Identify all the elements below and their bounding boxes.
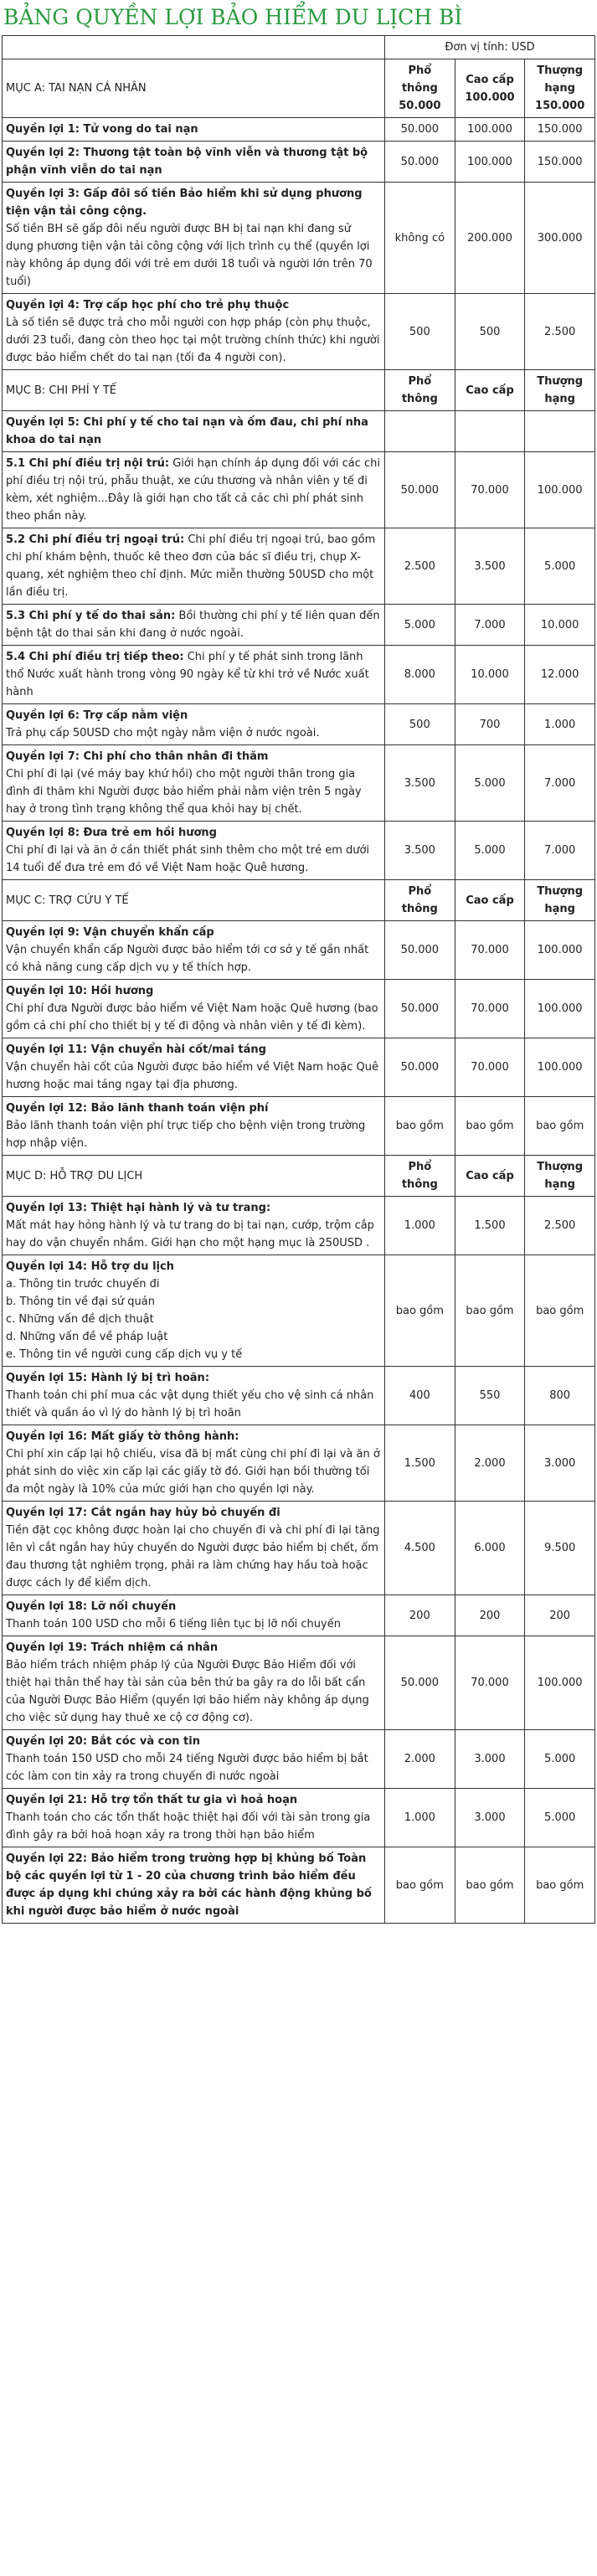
benefit-title: Quyền lợi 16: Mất giấy tờ thông hành:	[6, 1430, 239, 1443]
benefit-value: 5.000	[385, 605, 455, 646]
benefit-detail: Bảo lãnh thanh toán viện phí trực tiếp cho bệnh viện trong trường hợp nhập viện.	[6, 1120, 366, 1150]
benefit-description	[3, 183, 385, 294]
benefit-value: 50.000	[385, 452, 455, 528]
benefit-title: Quyền lợi 12: Bảo lãnh thanh toán viện phí	[6, 1102, 269, 1115]
benefit-value	[385, 411, 455, 452]
table-row	[3, 646, 595, 704]
plan-header: Thượng hạng 150.000	[525, 59, 595, 118]
benefit-value: 50.000	[385, 1038, 455, 1097]
benefit-description	[3, 528, 385, 605]
benefit-title: 5.3 Chi phí y tế do thai sản:	[6, 610, 176, 622]
benefit-title: Quyền lợi 14: Hỗ trợ du lịch	[6, 1260, 174, 1273]
benefit-value: không có	[385, 183, 455, 294]
benefit-value: 10.000	[455, 646, 525, 704]
unit-label: Đơn vị tính: USD	[385, 36, 595, 59]
table-row	[3, 411, 595, 452]
benefit-value: 700	[455, 704, 525, 745]
benefit-value: 50.000	[385, 980, 455, 1038]
benefit-title: Quyền lợi 13: Thiệt hại hành lý và tư trang:	[6, 1202, 271, 1214]
benefit-value: 1.500	[455, 1197, 525, 1255]
benefit-value: 70.000	[455, 921, 525, 980]
benefit-detail: Thanh toán 100 USD cho mỗi 6 tiếng liên tục bị lỡ nối chuyến	[6, 1618, 341, 1631]
benefit-detail: Chi phí xin cấp lại hộ chiếu, visa đã bị mất cùng chi phí đi lại và ăn ở phát sinh do việc xin cấp lại các giấy tờ đó. Giới hạn bồi thường tối đa một ngày là 10% của mức giới hạn cho quyền lợi này.	[6, 1448, 380, 1496]
benefit-detail: Vận chuyển khẩn cấp Người được bảo hiểm tới cơ sở y tế gần nhất có khả năng cung cấp dịch vụ y tế thích hợp.	[6, 944, 369, 974]
benefit-value: bao gồm	[525, 1097, 595, 1156]
benefit-description	[3, 1502, 385, 1595]
benefit-title: Quyền lợi 4: Trợ cấp học phí cho trẻ phụ thuộc	[6, 299, 290, 312]
benefit-detail: Chi phí đưa Người được bảo hiểm về Việt Nam hoặc Quê hương (bao gồm cả chi phí cho thiết bị y tế đi động và nhân viên y tế đi kèm).	[6, 1002, 378, 1033]
benefit-value: 10.000	[525, 605, 595, 646]
benefit-value: 2.000	[455, 1425, 525, 1502]
benefit-detail: Là số tiền sẽ được trả cho mỗi người con hợp pháp (còn phụ thuộc, dưới 23 tuổi, đang còn theo học tại một trường chính thức) khi người được bảo hiểm chết do tai nạn (tối đa 4 người con).	[6, 317, 380, 364]
benefit-description	[3, 1789, 385, 1847]
benefit-title: Quyền lợi 5: Chi phí y tế cho tai nạn và ốm đau, chi phí nha khoa do tai nạn	[6, 416, 368, 446]
benefit-title: Quyền lợi 10: Hồi hương	[6, 985, 154, 997]
benefit-value: 100.000	[455, 118, 525, 142]
table-row	[3, 1730, 595, 1789]
benefit-detail: Mất mát hay hỏng hành lý và tư trang do bị tai nạn, cướp, trộm cắp hay do vận chuyển nhầm. Giới hạn cho một hạng mục là 250USD .	[6, 1219, 374, 1249]
table-row	[3, 452, 595, 528]
section-name: MỤC A: TAI NẠN CÁ NHÂN	[3, 59, 385, 118]
benefit-line: e. Thông tin về người cung cấp dịch vụ y tế	[6, 1348, 243, 1361]
benefit-value: 5.000	[455, 822, 525, 880]
benefit-value: 5.000	[455, 745, 525, 822]
benefit-title: 5.4 Chi phí điều trị tiếp theo:	[6, 651, 184, 663]
table-row	[3, 1636, 595, 1730]
table-row	[3, 605, 595, 646]
plan-header: Cao cấp 100.000	[455, 59, 525, 118]
benefit-value: 2.500	[385, 528, 455, 605]
benefit-value	[455, 411, 525, 452]
benefit-value: bao gồm	[455, 1097, 525, 1156]
benefit-detail: Chi phí y tế phát sinh trong lãnh thổ Nước xuất hành trong vòng 90 ngày kể từ khi trở về Nước xuất hành	[6, 651, 369, 698]
benefit-line: c. Những vấn đề dịch thuật	[6, 1313, 154, 1326]
benefit-description	[3, 646, 385, 704]
benefit-value: 7.000	[525, 822, 595, 880]
benefit-value: 100.000	[525, 980, 595, 1038]
benefit-description	[3, 1197, 385, 1255]
plan-header: Phổ thông	[385, 1156, 455, 1197]
benefit-value: 500	[455, 294, 525, 370]
plan-header: Thượng hạng	[525, 1156, 595, 1197]
table-row	[3, 118, 595, 142]
plan-header: Phổ thông	[385, 880, 455, 921]
benefit-description	[3, 1367, 385, 1425]
benefit-title: Quyền lợi 3: Gấp đôi số tiền Bảo hiểm khi sử dụng phương tiện vận tải công cộng.	[6, 188, 363, 218]
benefit-value: 5.000	[525, 1730, 595, 1789]
benefit-title: Quyền lợi 17: Cắt ngắn hay hủy bỏ chuyến đi	[6, 1507, 280, 1519]
benefit-value: 3.000	[455, 1789, 525, 1847]
table-row	[3, 1255, 595, 1367]
benefit-title: Quyền lợi 8: Đưa trẻ em hồi hương	[6, 827, 217, 839]
benefits-table	[2, 35, 595, 1924]
plan-header: Cao cấp	[455, 370, 525, 411]
benefit-value: 300.000	[525, 183, 595, 294]
benefit-description	[3, 118, 385, 142]
benefit-value: 800	[525, 1367, 595, 1425]
benefit-value: 12.000	[525, 646, 595, 704]
benefit-line: a. Thông tin trước chuyến đi	[6, 1278, 160, 1291]
benefit-value: 100.000	[525, 1038, 595, 1097]
benefit-value: bao gồm	[455, 1255, 525, 1367]
table-row	[3, 1847, 595, 1924]
table-row	[3, 1367, 595, 1425]
table-row	[3, 142, 595, 183]
benefit-value: 70.000	[455, 980, 525, 1038]
benefit-value: 150.000	[525, 142, 595, 183]
benefit-title: Quyền lợi 15: Hành lý bị trì hoãn:	[6, 1372, 210, 1384]
benefit-title: Quyền lợi 21: Hỗ trợ tổn thất tư gia vì hoả hoạn	[6, 1794, 298, 1806]
benefit-value: 200	[525, 1595, 595, 1636]
table-row	[3, 745, 595, 822]
benefit-value: bao gồm	[385, 1847, 455, 1924]
benefit-description	[3, 294, 385, 370]
benefit-title: Quyền lợi 6: Trợ cấp nằm viện	[6, 709, 188, 722]
benefit-title: Quyền lợi 1: Tử vong do tai nạn	[6, 123, 198, 136]
benefit-line: d. Những vấn đề về pháp luật	[6, 1331, 168, 1343]
benefit-value: 3.000	[455, 1730, 525, 1789]
page-title: BẢNG QUYỀN LỢI BẢO HIỂM DU LỊCH BÌ	[3, 5, 463, 29]
benefit-value: 200.000	[455, 183, 525, 294]
benefit-value: 70.000	[455, 1038, 525, 1097]
plan-header: Thượng hạng	[525, 880, 595, 921]
benefit-description	[3, 1847, 385, 1924]
benefit-value: 8.000	[385, 646, 455, 704]
benefit-description	[3, 1730, 385, 1789]
benefit-title: 5.2 Chi phí điều trị ngoại trú:	[6, 533, 185, 546]
benefit-detail: Vận chuyển hài cốt của Người được bảo hiểm về Việt Nam hoặc Quê hương hoặc mai táng ngay tại địa phương.	[6, 1061, 378, 1091]
benefit-description	[3, 1097, 385, 1156]
benefit-description	[3, 605, 385, 646]
benefit-description	[3, 452, 385, 528]
benefit-value: 1.000	[525, 704, 595, 745]
section-name: MỤC B: CHI PHÍ Y TẾ	[3, 370, 385, 411]
benefit-value: 2.000	[385, 1730, 455, 1789]
plan-header: Thượng hạng	[525, 370, 595, 411]
benefit-value: 7.000	[455, 605, 525, 646]
table-row	[3, 822, 595, 880]
benefit-description	[3, 411, 385, 452]
benefit-detail: Trả phụ cấp 50USD cho một ngày nằm viện ở nước ngoài.	[6, 727, 320, 739]
benefit-detail: Bảo hiểm trách nhiệm pháp lý của Người Được Bảo Hiểm đối với thiệt hại thân thể hay tài sản của bên thứ ba gây ra do lỗi bất cẩn của Người Được Bảo Hiểm (quyền lợi bảo hiểm này không áp dụng cho việc sử dụng hay thuê xe cộ cơ động cơ).	[6, 1659, 369, 1724]
benefit-title: Quyền lợi 7: Chi phí cho thân nhân đi thăm	[6, 750, 269, 763]
benefit-description	[3, 921, 385, 980]
benefit-value: 1.000	[385, 1197, 455, 1255]
section-header-row	[3, 1156, 595, 1197]
benefit-value: 3.000	[525, 1425, 595, 1502]
benefit-value: 50.000	[385, 118, 455, 142]
table-row	[3, 704, 595, 745]
benefit-value: 6.000	[455, 1502, 525, 1595]
benefit-value: 100.000	[525, 452, 595, 528]
plan-header: Phổ thông	[385, 370, 455, 411]
section-name: MỤC D: HỖ TRỢ DU LỊCH	[3, 1156, 385, 1197]
benefit-value: 200	[455, 1595, 525, 1636]
section-header-row	[3, 370, 595, 411]
unit-row	[3, 36, 595, 59]
benefit-description	[3, 1595, 385, 1636]
table-row	[3, 1595, 595, 1636]
benefit-description	[3, 822, 385, 880]
table-row	[3, 183, 595, 294]
benefit-value: 70.000	[455, 1636, 525, 1730]
benefit-value: bao gồm	[385, 1097, 455, 1156]
benefit-title: 5.1 Chi phí điều trị nội trú:	[6, 457, 170, 470]
benefit-title: Quyền lợi 2: Thương tật toàn bộ vĩnh viễn và thương tật bộ phận vĩnh viễn do tai nạn	[6, 147, 368, 177]
benefit-value: 500	[385, 294, 455, 370]
benefit-value: 2.500	[525, 294, 595, 370]
plan-header: Cao cấp	[455, 1156, 525, 1197]
benefit-description	[3, 142, 385, 183]
benefit-value: 550	[455, 1367, 525, 1425]
benefit-description	[3, 1255, 385, 1367]
benefit-value: 100.000	[525, 921, 595, 980]
benefit-value: 200	[385, 1595, 455, 1636]
benefit-description	[3, 1038, 385, 1097]
benefit-description	[3, 980, 385, 1038]
benefit-value: bao gồm	[455, 1847, 525, 1924]
benefit-value: 4.500	[385, 1502, 455, 1595]
table-row	[3, 1038, 595, 1097]
table-row	[3, 1789, 595, 1847]
benefit-value: 3.500	[385, 745, 455, 822]
benefit-value: 1.000	[385, 1789, 455, 1847]
plan-header: Cao cấp	[455, 880, 525, 921]
benefit-title: Quyền lợi 9: Vận chuyển khẩn cấp	[6, 926, 214, 939]
benefit-value: 3.500	[385, 822, 455, 880]
benefit-value: 5.000	[525, 1789, 595, 1847]
benefit-value: bao gồm	[525, 1255, 595, 1367]
benefit-value: 100.000	[525, 1636, 595, 1730]
table-row	[3, 921, 595, 980]
table-row	[3, 1197, 595, 1255]
benefit-detail: Thanh toán chi phí mua các vật dụng thiết yếu cho vệ sinh cá nhân thiết và quần áo vì lý do hành lý bị trì hoãn	[6, 1389, 374, 1419]
table-row	[3, 528, 595, 605]
section-header-row	[3, 59, 595, 118]
benefit-value: 9.500	[525, 1502, 595, 1595]
benefit-value: 5.000	[525, 528, 595, 605]
benefit-value: 7.000	[525, 745, 595, 822]
table-row	[3, 1502, 595, 1595]
benefit-value: 70.000	[455, 452, 525, 528]
benefit-value: 1.500	[385, 1425, 455, 1502]
benefit-detail: Chi phí đi lại (vé máy bay khứ hồi) cho một người thân trong gia đình đi thăm khi Người được bảo hiểm phải nằm viện trên 5 ngày hay ở trong tình trạng không thể qua khỏi hay bị chết.	[6, 768, 362, 816]
benefit-description	[3, 1636, 385, 1730]
benefit-value: 100.000	[455, 142, 525, 183]
benefit-line: b. Thông tin về đại sứ quán	[6, 1296, 155, 1308]
benefit-detail: Chi phí điều trị ngoại trú, bao gồm chi phí khám bệnh, thuốc kê theo đơn của bác sĩ điều trị, chụp X-quang, xét nghiệm theo chỉ định. Mức miễn thường 50USD cho một lần điều trị.	[6, 533, 376, 599]
benefit-title: Quyền lợi 18: Lỡ nối chuyến	[6, 1600, 177, 1613]
benefit-description	[3, 704, 385, 745]
table-row	[3, 294, 595, 370]
benefit-detail: Giới hạn chính áp dụng đối với các chi phí điều trị nội trú, phẫu thuật, xe cứu thương và nhân viên y tế đi kèm, xét nghiệm...Đây là giới hạn cho tất cả các chi phí phát sinh theo phần này.	[6, 457, 381, 523]
benefit-value: 400	[385, 1367, 455, 1425]
table-row	[3, 1097, 595, 1156]
benefit-title: Quyền lợi 19: Trách nhiệm cá nhân	[6, 1641, 219, 1654]
benefit-description	[3, 745, 385, 822]
section-name: MỤC C: TRỢ CỨU Y TẾ	[3, 880, 385, 921]
section-header-row	[3, 880, 595, 921]
unit-spacer	[3, 36, 385, 59]
benefit-value: bao gồm	[385, 1255, 455, 1367]
plan-header: Phổ thông 50.000	[385, 59, 455, 118]
table-row	[3, 980, 595, 1038]
benefit-detail: Thanh toán cho các tổn thất hoặc thiệt hại đối với tài sản trong gia đình gây ra bởi hoả hoạn xảy ra trong thời hạn bảo hiểm	[6, 1811, 371, 1842]
table-row	[3, 1425, 595, 1502]
benefit-value: 50.000	[385, 142, 455, 183]
benefit-detail: Thanh toán 150 USD cho mỗi 24 tiếng Người được bảo hiểm bị bắt cóc làm con tin xảy ra trong chuyến đi nước ngoài	[6, 1753, 368, 1783]
benefit-value: 500	[385, 704, 455, 745]
benefit-value: 50.000	[385, 1636, 455, 1730]
benefit-detail: Chi phí đi lại và ăn ở cần thiết phát sinh thêm cho một trẻ em dưới 14 tuổi để đưa trẻ em đó về Việt Nam hoặc Quê hương.	[6, 844, 370, 874]
benefit-description	[3, 1425, 385, 1502]
benefit-value: bao gồm	[525, 1847, 595, 1924]
benefit-detail: Số tiền BH sẽ gấp đôi nếu người được BH bị tai nạn khi đang sử dụng phương tiện vận tải công cộng với lịch trình cụ thể (quyền lợi này không áp dụng đối với trẻ em dưới 18 tuổi và người lớn trên 70 tuổi)	[6, 223, 373, 288]
benefit-detail: Tiền đặt cọc không được hoàn lại cho chuyến đi và chi phí đi lại tăng lên vì cắt ngắn hay hủy chuyến do Người được bảo hiểm bị chết, ốm đau thương tật nghiêm trọng, phải ra làm chứng hay hầu toà hoặc được cách ly để kiểm dịch.	[6, 1524, 380, 1589]
benefit-value: 50.000	[385, 921, 455, 980]
benefit-value: 3.500	[455, 528, 525, 605]
benefit-title: Quyền lợi 20: Bắt cóc và con tin	[6, 1735, 200, 1748]
benefit-detail: Bồi thường chi phí y tế liên quan đến bệnh tật do thai sản khi đang ở nước ngoài.	[6, 610, 380, 640]
benefit-value	[525, 411, 595, 452]
benefit-value: 150.000	[525, 118, 595, 142]
benefit-title: Quyền lợi 22: Bảo hiểm trong trường hợp bị khủng bố Toàn bộ các quyền lợi từ 1 - 20 của chương trình bảo hiểm đều được áp dụng khi chúng xảy ra bởi các hành động khủng bố khi người được bảo hiểm ở nước ngoài	[6, 1852, 372, 1918]
benefit-title: Quyền lợi 11: Vận chuyển hài cốt/mai táng	[6, 1043, 266, 1056]
benefit-value: 2.500	[525, 1197, 595, 1255]
